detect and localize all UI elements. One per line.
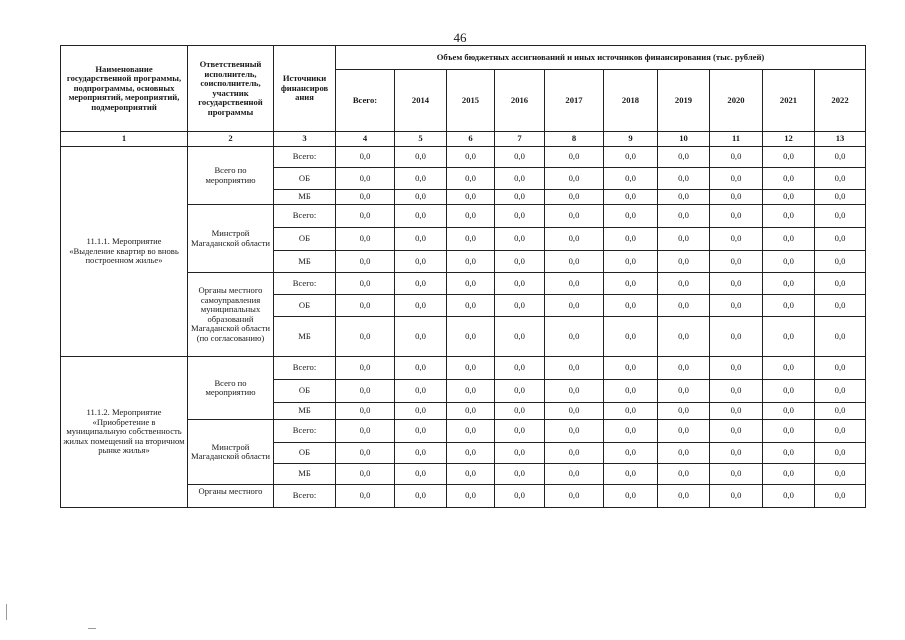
value-cell: 0,0 [710, 295, 763, 317]
value-cell: 0,0 [395, 190, 447, 205]
header-year: 2021 [763, 70, 815, 132]
value-cell: 0,0 [815, 251, 866, 273]
value-cell: 0,0 [815, 205, 866, 228]
value-cell: 0,0 [763, 228, 815, 251]
value-cell: 0,0 [495, 228, 545, 251]
value-cell: 0,0 [545, 205, 604, 228]
value-cell: 0,0 [710, 205, 763, 228]
value-cell: 0,0 [815, 403, 866, 420]
value-cell: 0,0 [604, 205, 658, 228]
value-cell: 0,0 [395, 228, 447, 251]
value-cell: 0,0 [604, 228, 658, 251]
value-cell: 0,0 [395, 251, 447, 273]
header-year: 2016 [495, 70, 545, 132]
value-cell: 0,0 [710, 168, 763, 190]
value-cell: 0,0 [395, 485, 447, 508]
value-cell: 0,0 [658, 228, 710, 251]
value-cell: 0,0 [447, 443, 495, 464]
value-cell: 0,0 [495, 420, 545, 443]
value-cell: 0,0 [495, 464, 545, 485]
value-cell: 0,0 [815, 420, 866, 443]
value-cell: 0,0 [336, 443, 395, 464]
value-cell: 0,0 [604, 273, 658, 295]
header-sources: Источники финансиров ания [274, 46, 336, 132]
value-cell: 0,0 [447, 147, 495, 168]
value-cell: 0,0 [710, 403, 763, 420]
source-cell: Всего: [274, 420, 336, 443]
column-number: 6 [447, 132, 495, 147]
value-cell: 0,0 [495, 273, 545, 295]
source-cell: МБ [274, 464, 336, 485]
value-cell: 0,0 [604, 420, 658, 443]
source-cell: ОБ [274, 168, 336, 190]
value-cell: 0,0 [658, 251, 710, 273]
value-cell: 0,0 [710, 380, 763, 403]
value-cell: 0,0 [395, 273, 447, 295]
source-cell: Всего: [274, 485, 336, 508]
value-cell: 0,0 [658, 190, 710, 205]
value-cell: 0,0 [336, 295, 395, 317]
value-cell: 0,0 [604, 295, 658, 317]
value-cell: 0,0 [395, 205, 447, 228]
header-year: 2015 [447, 70, 495, 132]
column-number: 7 [495, 132, 545, 147]
value-cell: 0,0 [710, 228, 763, 251]
column-number: 11 [710, 132, 763, 147]
value-cell: 0,0 [395, 168, 447, 190]
margin-mark [88, 628, 96, 629]
page-number: 46 [453, 30, 467, 45]
value-cell: 0,0 [604, 380, 658, 403]
value-cell: 0,0 [545, 420, 604, 443]
source-cell: МБ [274, 251, 336, 273]
value-cell: 0,0 [495, 443, 545, 464]
value-cell: 0,0 [447, 228, 495, 251]
value-cell: 0,0 [815, 380, 866, 403]
value-cell: 0,0 [495, 380, 545, 403]
column-number: 2 [188, 132, 274, 147]
value-cell: 0,0 [336, 317, 395, 357]
value-cell: 0,0 [336, 464, 395, 485]
value-cell: 0,0 [395, 147, 447, 168]
value-cell: 0,0 [545, 357, 604, 380]
table-body [61, 147, 866, 508]
source-cell: Всего: [274, 205, 336, 228]
value-cell: 0,0 [447, 380, 495, 403]
column-number: 12 [763, 132, 815, 147]
value-cell: 0,0 [336, 403, 395, 420]
source-cell: ОБ [274, 295, 336, 317]
value-cell: 0,0 [763, 420, 815, 443]
value-cell: 0,0 [763, 485, 815, 508]
value-cell: 0,0 [763, 251, 815, 273]
budget-table [60, 45, 866, 508]
column-number: 13 [815, 132, 866, 147]
source-cell: Всего: [274, 147, 336, 168]
source-cell: Всего: [274, 357, 336, 380]
value-cell: 0,0 [604, 464, 658, 485]
value-cell: 0,0 [545, 251, 604, 273]
value-cell: 0,0 [447, 464, 495, 485]
responsible-cell: Всего по мероприятию [188, 147, 274, 205]
value-cell: 0,0 [710, 420, 763, 443]
value-cell: 0,0 [658, 403, 710, 420]
value-cell: 0,0 [658, 273, 710, 295]
value-cell: 0,0 [495, 205, 545, 228]
value-cell: 0,0 [336, 420, 395, 443]
column-number: 8 [545, 132, 604, 147]
value-cell: 0,0 [658, 443, 710, 464]
value-cell: 0,0 [604, 485, 658, 508]
value-cell: 0,0 [336, 228, 395, 251]
value-cell: 0,0 [545, 273, 604, 295]
header-year: 2020 [710, 70, 763, 132]
value-cell: 0,0 [545, 168, 604, 190]
header-responsible: Ответственный исполнитель, соисполнитель, участник государственной программы [188, 46, 274, 132]
value-cell: 0,0 [395, 464, 447, 485]
header-volume: Объем бюджетных ассигнований и иных источников финансирования (тыс. рублей) [336, 46, 866, 70]
value-cell: 0,0 [447, 357, 495, 380]
value-cell: 0,0 [710, 357, 763, 380]
value-cell: 0,0 [763, 380, 815, 403]
value-cell: 0,0 [447, 168, 495, 190]
value-cell: 0,0 [710, 190, 763, 205]
value-cell: 0,0 [763, 464, 815, 485]
value-cell: 0,0 [447, 190, 495, 205]
value-cell: 0,0 [336, 357, 395, 380]
responsible-cell: Минстрой Магаданской области [188, 420, 274, 485]
source-cell: МБ [274, 403, 336, 420]
value-cell: 0,0 [763, 295, 815, 317]
value-cell: 0,0 [495, 403, 545, 420]
value-cell: 0,0 [658, 485, 710, 508]
value-cell: 0,0 [447, 251, 495, 273]
value-cell: 0,0 [815, 357, 866, 380]
value-cell: 0,0 [395, 443, 447, 464]
value-cell: 0,0 [495, 485, 545, 508]
value-cell: 0,0 [395, 317, 447, 357]
value-cell: 0,0 [545, 228, 604, 251]
header-year: 2017 [545, 70, 604, 132]
measure-name: 11.1.1. Мероприятие «Выделение квартир во вновь построенном жилье» [61, 147, 188, 357]
value-cell: 0,0 [658, 464, 710, 485]
value-cell: 0,0 [395, 403, 447, 420]
table-row [61, 357, 866, 380]
value-cell: 0,0 [604, 251, 658, 273]
responsible-cell: Органы местного [188, 485, 274, 508]
value-cell: 0,0 [395, 380, 447, 403]
value-cell: 0,0 [763, 357, 815, 380]
value-cell: 0,0 [545, 443, 604, 464]
value-cell: 0,0 [763, 147, 815, 168]
responsible-cell: Минстрой Магаданской области [188, 205, 274, 273]
value-cell: 0,0 [395, 420, 447, 443]
header-year: 2014 [395, 70, 447, 132]
value-cell: 0,0 [710, 443, 763, 464]
value-cell: 0,0 [336, 168, 395, 190]
value-cell: 0,0 [447, 485, 495, 508]
value-cell: 0,0 [545, 403, 604, 420]
value-cell: 0,0 [447, 295, 495, 317]
value-cell: 0,0 [545, 295, 604, 317]
value-cell: 0,0 [658, 147, 710, 168]
value-cell: 0,0 [763, 317, 815, 357]
value-cell: 0,0 [495, 317, 545, 357]
value-cell: 0,0 [710, 485, 763, 508]
column-number: 9 [604, 132, 658, 147]
value-cell: 0,0 [336, 190, 395, 205]
value-cell: 0,0 [815, 228, 866, 251]
value-cell: 0,0 [815, 317, 866, 357]
value-cell: 0,0 [815, 168, 866, 190]
source-cell: ОБ [274, 443, 336, 464]
value-cell: 0,0 [658, 357, 710, 380]
value-cell: 0,0 [495, 147, 545, 168]
value-cell: 0,0 [815, 464, 866, 485]
responsible-cell: Всего по мероприятию [188, 357, 274, 420]
value-cell: 0,0 [710, 464, 763, 485]
value-cell: 0,0 [815, 147, 866, 168]
value-cell: 0,0 [710, 147, 763, 168]
value-cell: 0,0 [336, 273, 395, 295]
value-cell: 0,0 [545, 147, 604, 168]
value-cell: 0,0 [336, 485, 395, 508]
value-cell: 0,0 [658, 168, 710, 190]
value-cell: 0,0 [495, 251, 545, 273]
column-number-row [61, 132, 866, 147]
value-cell: 0,0 [545, 380, 604, 403]
value-cell: 0,0 [815, 295, 866, 317]
value-cell: 0,0 [815, 190, 866, 205]
value-cell: 0,0 [395, 357, 447, 380]
value-cell: 0,0 [545, 317, 604, 357]
header-total: Всего: [336, 70, 395, 132]
value-cell: 0,0 [545, 485, 604, 508]
value-cell: 0,0 [336, 205, 395, 228]
source-cell: ОБ [274, 380, 336, 403]
column-number: 3 [274, 132, 336, 147]
source-cell: ОБ [274, 228, 336, 251]
column-number: 10 [658, 132, 710, 147]
value-cell: 0,0 [710, 251, 763, 273]
value-cell: 0,0 [336, 251, 395, 273]
value-cell: 0,0 [495, 190, 545, 205]
value-cell: 0,0 [495, 295, 545, 317]
value-cell: 0,0 [495, 357, 545, 380]
value-cell: 0,0 [604, 357, 658, 380]
value-cell: 0,0 [658, 380, 710, 403]
value-cell: 0,0 [763, 443, 815, 464]
header-year: 2018 [604, 70, 658, 132]
value-cell: 0,0 [815, 273, 866, 295]
value-cell: 0,0 [763, 403, 815, 420]
value-cell: 0,0 [763, 205, 815, 228]
value-cell: 0,0 [658, 420, 710, 443]
responsible-cell: Органы местного самоуправления муниципальных образований Магаданской области (по согласованию) [188, 273, 274, 357]
source-cell: МБ [274, 317, 336, 357]
header-year: 2019 [658, 70, 710, 132]
table-header [61, 46, 866, 147]
margin-mark [6, 604, 7, 620]
measure-name: 11.1.2. Мероприятие «Приобретение в муниципальную собственность жилых помещений на вторичном рынке жилья» [61, 357, 188, 508]
value-cell: 0,0 [763, 190, 815, 205]
value-cell: 0,0 [658, 205, 710, 228]
header-name: Наименование государственной программы, подпрограммы, основных мероприятий, мероприятий, подмероприятий [61, 46, 188, 132]
header-year: 2022 [815, 70, 866, 132]
value-cell: 0,0 [395, 295, 447, 317]
value-cell: 0,0 [336, 147, 395, 168]
value-cell: 0,0 [815, 485, 866, 508]
value-cell: 0,0 [658, 317, 710, 357]
value-cell: 0,0 [447, 273, 495, 295]
value-cell: 0,0 [604, 317, 658, 357]
source-cell: МБ [274, 190, 336, 205]
value-cell: 0,0 [763, 168, 815, 190]
column-number: 5 [395, 132, 447, 147]
value-cell: 0,0 [604, 190, 658, 205]
value-cell: 0,0 [658, 295, 710, 317]
value-cell: 0,0 [545, 190, 604, 205]
value-cell: 0,0 [710, 273, 763, 295]
value-cell: 0,0 [815, 443, 866, 464]
value-cell: 0,0 [545, 464, 604, 485]
value-cell: 0,0 [763, 273, 815, 295]
value-cell: 0,0 [604, 403, 658, 420]
value-cell: 0,0 [604, 168, 658, 190]
value-cell: 0,0 [447, 205, 495, 228]
value-cell: 0,0 [447, 317, 495, 357]
value-cell: 0,0 [604, 147, 658, 168]
value-cell: 0,0 [710, 317, 763, 357]
column-number: 1 [61, 132, 188, 147]
value-cell: 0,0 [447, 420, 495, 443]
source-cell: Всего: [274, 273, 336, 295]
table-row [61, 147, 866, 168]
value-cell: 0,0 [604, 443, 658, 464]
value-cell: 0,0 [447, 403, 495, 420]
value-cell: 0,0 [495, 168, 545, 190]
value-cell: 0,0 [336, 380, 395, 403]
column-number: 4 [336, 132, 395, 147]
